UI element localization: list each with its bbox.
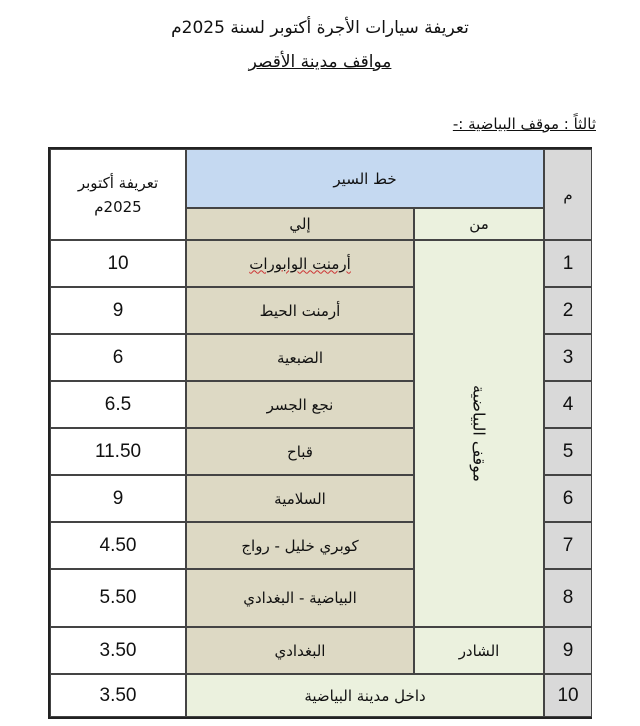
from-group-cell: موقف البياضية bbox=[414, 240, 544, 627]
row-index: 1 bbox=[544, 240, 592, 287]
row-destination: أرمنت الحيط bbox=[186, 287, 414, 334]
row-fare: 5.50 bbox=[50, 569, 186, 627]
section-heading: ثالثاً : موقف البياضية :- bbox=[452, 115, 596, 133]
header-from: من bbox=[414, 208, 544, 240]
page-subtitle: مواقف مدينة الأقصر bbox=[248, 52, 392, 72]
row-destination: قباح bbox=[186, 428, 414, 475]
fare-table bbox=[48, 147, 592, 719]
row-destination: الضبعية bbox=[186, 334, 414, 381]
row-fare: 3.50 bbox=[50, 674, 186, 717]
row-destination: البغدادي bbox=[186, 627, 414, 674]
row-index: 10 bbox=[544, 674, 592, 717]
row-fare: 10 bbox=[50, 240, 186, 287]
page-title: تعريفة سيارات الأجرة أكتوبر لسنة 2025م bbox=[171, 18, 469, 38]
row-index: 6 bbox=[544, 475, 592, 522]
row-index: 9 bbox=[544, 627, 592, 674]
row-route-merged: داخل مدينة البياضية bbox=[186, 674, 544, 717]
row-fare: 6.5 bbox=[50, 381, 186, 428]
row-index: 3 bbox=[544, 334, 592, 381]
row-destination: السلامية bbox=[186, 475, 414, 522]
row-fare: 9 bbox=[50, 287, 186, 334]
row-fare: 11.50 bbox=[50, 428, 186, 475]
row-index: 5 bbox=[544, 428, 592, 475]
row-destination: أرمنت الوابورات bbox=[186, 240, 414, 287]
row-destination: البياضية - البغدادي bbox=[186, 569, 414, 627]
header-index: م bbox=[544, 149, 592, 240]
row-origin: الشادر bbox=[414, 627, 544, 674]
row-index: 8 bbox=[544, 569, 592, 627]
header-to: إلي bbox=[186, 208, 414, 240]
row-fare: 4.50 bbox=[50, 522, 186, 569]
row-fare: 9 bbox=[50, 475, 186, 522]
row-destination: كوبري خليل - رواج bbox=[186, 522, 414, 569]
header-route: خط السير bbox=[186, 149, 544, 208]
row-index: 2 bbox=[544, 287, 592, 334]
row-index: 4 bbox=[544, 381, 592, 428]
row-index: 7 bbox=[544, 522, 592, 569]
header-fare: تعريفة أكتوبر 2025م bbox=[50, 149, 186, 240]
row-destination: نجع الجسر bbox=[186, 381, 414, 428]
row-fare: 3.50 bbox=[50, 627, 186, 674]
row-fare: 6 bbox=[50, 334, 186, 381]
